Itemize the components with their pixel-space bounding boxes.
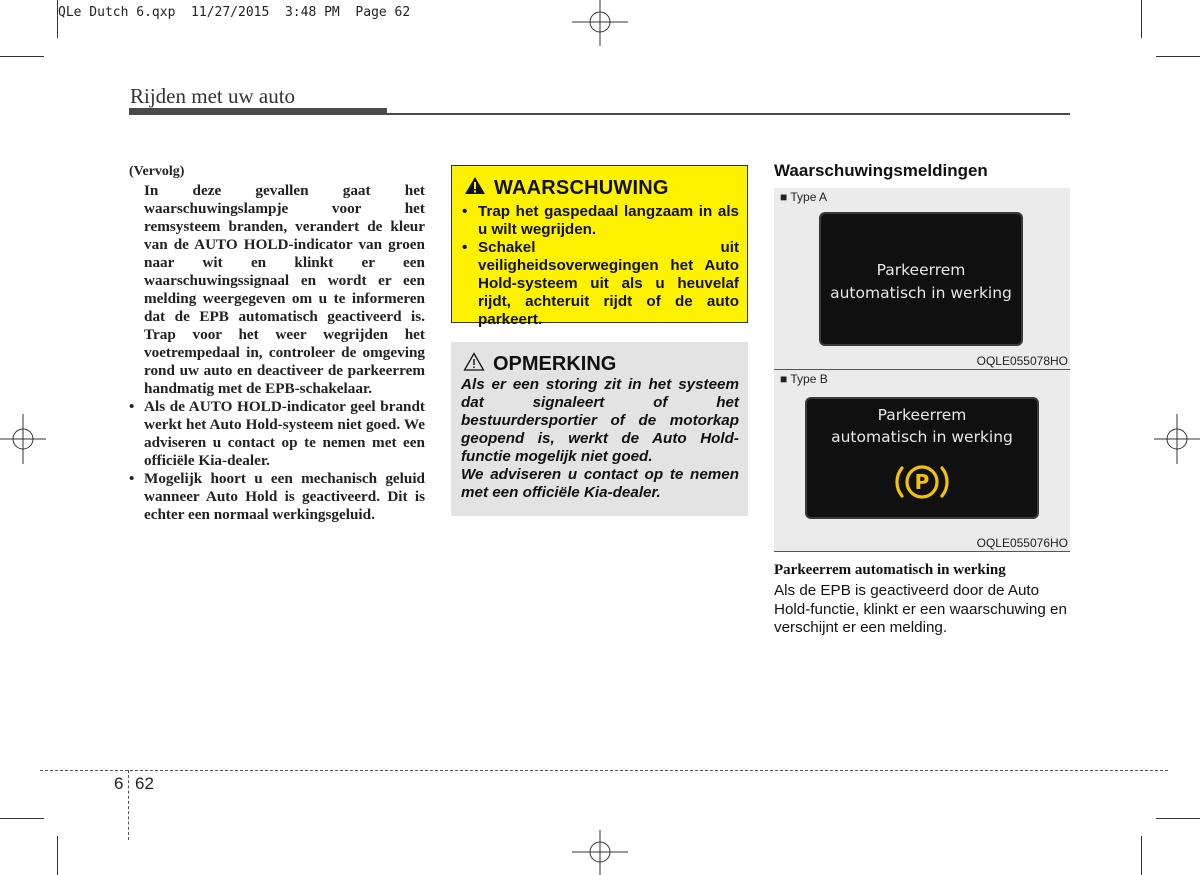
list-item [129,470,425,524]
bullet-list [129,398,425,524]
bullet-icon: • [462,239,468,256]
warning-title: WAARSCHUWING [494,176,669,199]
warning-list [462,203,739,329]
warning-header [464,176,669,200]
chapter-title: Rijden met uw auto [130,84,296,108]
list-item [129,398,425,470]
parking-brake-icon [893,461,951,507]
figure-type-a [774,188,1070,370]
continued-label: (Vervolg) [129,164,185,179]
figure-rule [774,551,1070,552]
figure-label: ■ Type A [780,190,828,204]
warning-triangle-icon [464,176,486,200]
warning-box [451,165,748,328]
display-line: automatisch in werking [830,284,1012,302]
warning-item-text: Trap het gaspedaal langzaam in als u wilt wegrijden. [478,203,739,238]
print-slug: QLe Dutch 6.qxp 11/27/2015 3:48 PM Page 62 [58,5,411,20]
registration-mark-icon [572,0,628,46]
figure-type-b [774,370,1070,552]
left-column [129,163,425,524]
bullet-icon: • [129,470,135,487]
crop-mark [57,836,58,875]
bullet-icon: • [462,203,468,220]
figure-code: OQLE055078HO [976,354,1068,368]
chapter-number: 6 [114,774,124,793]
note-box [451,342,748,516]
caution-triangle-icon [463,352,485,376]
note-title: OPMERKING [493,352,617,375]
crop-mark [57,0,58,38]
footer-rule [40,770,1168,771]
cluster-display [805,397,1039,519]
subsection-body: Als de EPB is geactiveerd door de Auto Hold-functie, klinkt er een waarschuwing en verschijnt er een melding. [774,582,1067,636]
crop-mark [0,818,44,819]
figure-label: ■ Type B [780,372,828,386]
note-paragraph: Als er een storing zit in het systeem dat signaleert of het bestuurdersportier of de motorkap geopend is, werkt de Auto Hold-functie mogelijk niet goed. [461,376,739,465]
bullet-icon: • [129,398,135,415]
section-title: Waarschuwingsmeldingen [774,161,988,180]
note-header [463,352,616,376]
header-rule [387,113,1070,115]
list-item-text: Als de AUTO HOLD-indicator geel brandt werkt het Auto Hold-systeem niet goed. We adviseren u contact op te nemen met een officiële Kia-dealer. [144,398,425,469]
warning-item-text: Schakel uit veiligheidsoverwegingen het Auto Hold-systeem uit als u heuvelaf rijdt, achteruit rijdt of de auto parkeert. [478,239,739,328]
crop-mark [1141,836,1142,875]
display-line: automatisch in werking [831,428,1013,446]
footer-divider [128,770,129,840]
subsection-title: Parkeerrem automatisch in werking [774,562,1006,578]
crop-mark [1156,56,1200,57]
svg-text:P: P [914,470,930,494]
crop-mark [1141,0,1142,38]
display-line: Parkeerrem [876,261,966,279]
warning-item [462,203,739,239]
warning-item [462,239,739,329]
display-line: Parkeerrem [877,406,967,424]
list-item-text: Mogelijk hoort u een mechanisch geluid wanneer Auto Hold is geactiveerd. Dit is echter een normaal werkingsgeluid. [144,470,425,523]
crop-mark [0,56,44,57]
header-rule [129,108,387,115]
registration-mark-icon [572,830,628,875]
crop-mark [1156,818,1200,819]
registration-mark-icon [0,414,46,464]
registration-mark-icon [1154,414,1200,464]
note-body [461,376,739,502]
figure-code: OQLE055076HO [976,536,1068,550]
body-paragraph: In deze gevallen gaat het waarschuwingslampje voor het remsysteem branden, verandert de kleur van de AUTO HOLD-indicator van groen naar wit en klinkt er een waarschuwingssignaal en wordt er een melding weergegeven om u te informeren dat de EPB automatisch geactiveerd is. Trap voor het weer wegrijden het voetrempedaal in, controleer de omgeving rond uw auto en deactiveer de parkeerrem handmatig met de EPB-schakelaar. [144,182,425,397]
note-paragraph: We adviseren u contact op te nemen met een officiële Kia-dealer. [461,466,739,501]
cluster-display [819,212,1023,346]
page-number: 62 [135,774,154,793]
